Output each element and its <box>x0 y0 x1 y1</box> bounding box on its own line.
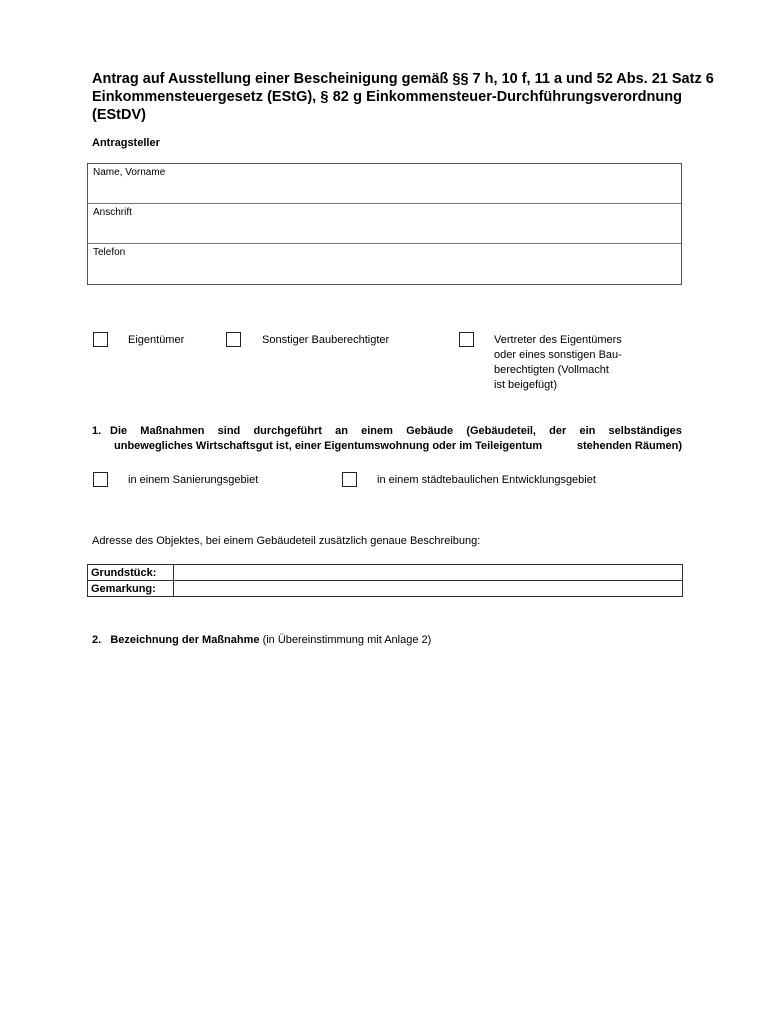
title-word: Einkommensteuergesetz <box>92 89 263 105</box>
district-cell <box>174 581 683 597</box>
section-2-number: 2. <box>92 634 102 646</box>
section-1-word: (Gebäudeteil, <box>466 425 536 437</box>
other-entitled-label: Sonstiger Bauberechtigter <box>262 334 390 346</box>
representative-label-line: berechtigten (Vollmacht <box>494 364 609 376</box>
section-1-word: sind <box>217 425 241 437</box>
section-1-word: durchgeführt <box>253 425 322 437</box>
section-2-heading <box>92 634 431 646</box>
section-1-word: der <box>549 425 567 437</box>
title-line-3: (EStDV) <box>92 107 146 123</box>
section-1-line-1 <box>110 424 682 439</box>
owner-checkbox[interactable] <box>93 332 108 347</box>
representative-checkbox[interactable] <box>459 332 474 347</box>
plot-label: Grundstück: <box>88 565 174 581</box>
name-label: Name, Vorname <box>93 167 166 178</box>
name-row <box>88 164 681 204</box>
name-input[interactable] <box>93 182 676 200</box>
section-1-number: 1. <box>92 425 102 437</box>
section-1-line-2-text: unbewegliches Wirtschaftsgut ist, einer Eigentumswohnung oder im Teileigentum <box>114 440 543 452</box>
section-2-note: (in Übereinstimmung mit Anlage 2) <box>262 634 432 646</box>
representative-label-line: Vertreter des Eigentümers <box>494 334 622 346</box>
address-row <box>88 204 681 244</box>
district-label: Gemarkung: <box>88 581 174 597</box>
plot-table <box>87 564 683 597</box>
redevelopment-area-checkbox[interactable] <box>93 472 108 487</box>
section-1-word: Maßnahmen <box>140 425 205 437</box>
section-1-heading <box>92 424 682 454</box>
section-1-word: einem <box>361 425 393 437</box>
other-entitled-checkbox[interactable] <box>226 332 241 347</box>
table-row <box>88 565 683 581</box>
address-input[interactable] <box>93 222 676 240</box>
owner-label: Eigentümer <box>128 334 185 346</box>
title-word: (EStG), <box>267 89 317 105</box>
representative-label <box>494 333 622 393</box>
section-1-word: Gebäude <box>406 425 454 437</box>
development-area-label: in einem städtebaulichen Entwicklungsgebiet <box>377 474 596 486</box>
phone-row <box>88 244 681 284</box>
representative-label-line: ist beigefügt) <box>494 379 557 391</box>
section-2-title: Bezeichnung der Maßnahme <box>110 634 260 646</box>
applicant-heading: Antragsteller <box>92 137 160 149</box>
title-word: § <box>320 89 329 105</box>
title-line-1: Antrag auf Ausstellung einer Bescheinigung gemäß §§ 7 h, 10 f, 11 a und 52 Abs. 21 Satz 6 <box>92 71 714 87</box>
title-line-2 <box>92 88 682 106</box>
section-1-line-2-end: stehenden Räumen) <box>576 440 682 452</box>
title-word: g <box>353 89 362 105</box>
plot-input[interactable] <box>174 565 682 580</box>
phone-input[interactable] <box>93 263 676 281</box>
district-input[interactable] <box>174 581 682 596</box>
section-1-line-2 <box>110 439 682 454</box>
form-title <box>92 70 714 124</box>
redevelopment-area-label: in einem Sanierungsgebiet <box>128 474 259 486</box>
phone-label: Telefon <box>93 247 126 258</box>
development-area-checkbox[interactable] <box>342 472 357 487</box>
section-1-word: Die <box>110 425 128 437</box>
applicant-box <box>87 163 682 285</box>
section-1-word: an <box>335 425 348 437</box>
section-1-word: selbständiges <box>608 425 682 437</box>
plot-cell <box>174 565 683 581</box>
address-field-label: Anschrift <box>93 207 132 218</box>
title-word: Einkommensteuer-Durchführungsverordnung <box>366 89 682 105</box>
title-word: 82 <box>332 89 349 105</box>
object-address-label: Adresse des Objektes, bei einem Gebäudeteil zusätzlich genaue Beschreibung: <box>92 535 481 547</box>
section-1-word: ein <box>579 425 596 437</box>
table-row <box>88 581 683 597</box>
representative-label-line: oder eines sonstigen Bau- <box>494 349 622 361</box>
